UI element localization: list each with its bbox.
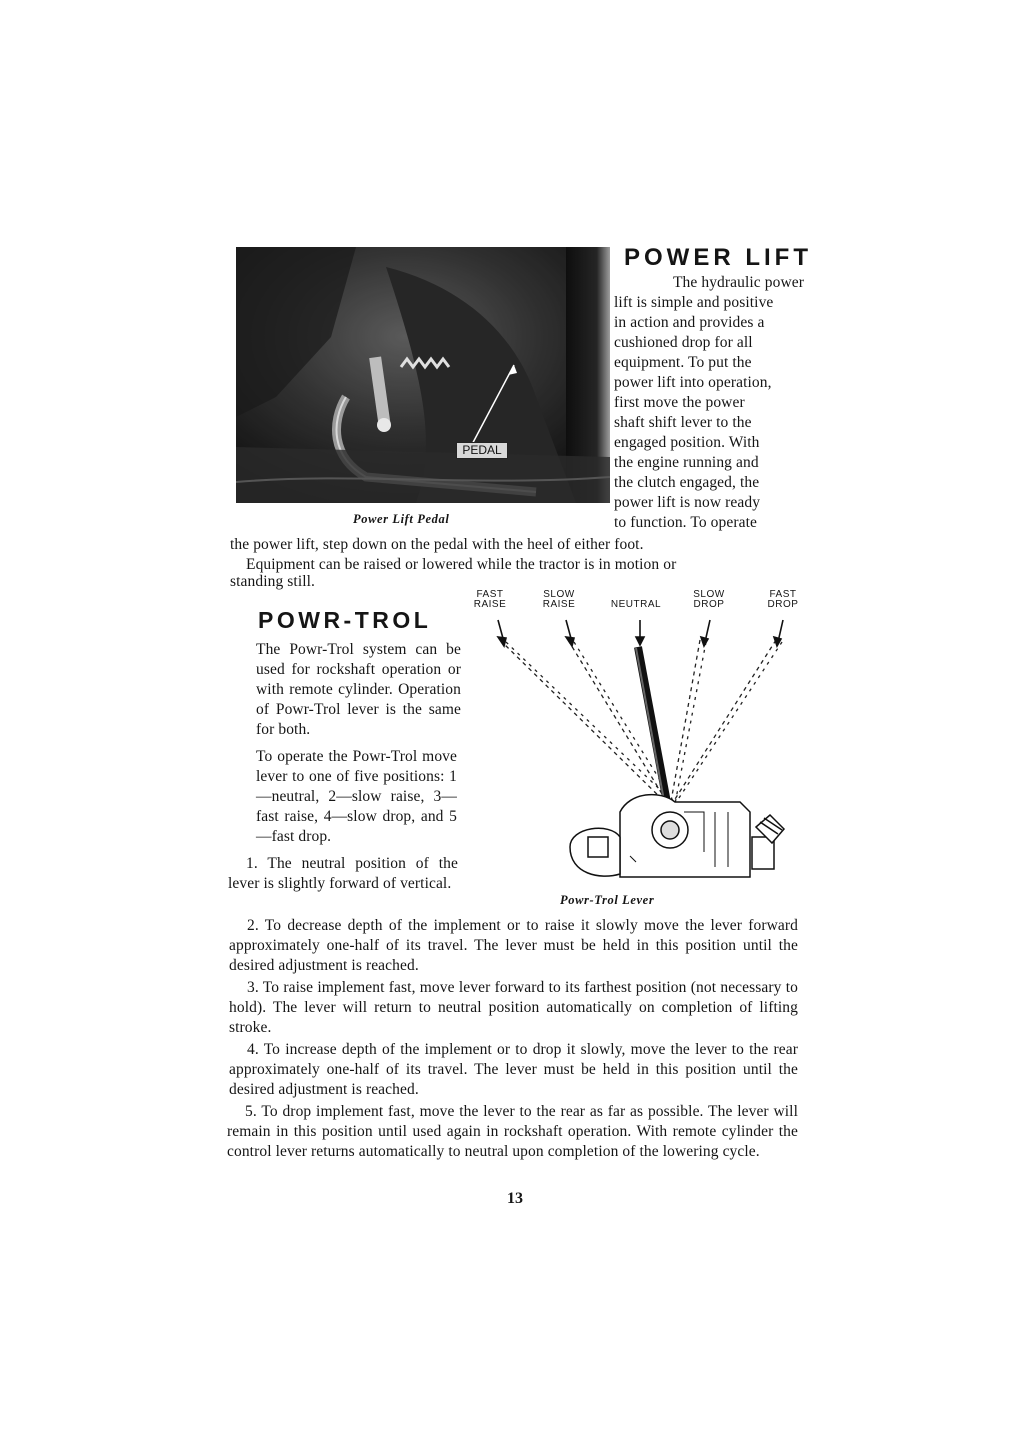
power-lift-text-column bbox=[614, 273, 804, 533]
step-2: 2. To decrease depth of the implement or to raise it slowly move the lever forward approximately one-half of its travel. The lever must be held in this position until the desired adjustment is reached. bbox=[229, 917, 798, 974]
photo-caption: Power Lift Pedal bbox=[353, 512, 450, 526]
text-line: to function. To operate bbox=[614, 514, 757, 531]
powr-trol-para-2: To operate the Powr-Trol move lever to one of five positions: 1—neutral, 2—slow raise, 3—fast raise, 4—slow drop, and 5—fast drop. bbox=[256, 748, 457, 845]
fast-drop-path bbox=[670, 640, 776, 807]
text-line: engaged position. With bbox=[614, 434, 760, 451]
text-line: power lift is now ready bbox=[614, 494, 761, 511]
position-label-line: DROP bbox=[767, 599, 799, 610]
position-label-line: RAISE bbox=[542, 599, 576, 610]
step-4: 4. To increase depth of the implement or to drop it slowly, move the lever to the rear approximately one-half of its travel. The lever must be held in this position until the desired adjustment is reached. bbox=[229, 1041, 798, 1098]
text-line: equipment. To put the bbox=[614, 354, 752, 371]
position-label-fast-drop bbox=[760, 590, 806, 610]
lever-caption: Powr-Trol Lever bbox=[560, 893, 655, 907]
position-label-line: RAISE bbox=[473, 599, 507, 610]
pedal-label: PEDAL bbox=[456, 442, 508, 459]
power-lift-continuation-3: standing still. bbox=[230, 573, 316, 590]
text-line: lift is simple and positive bbox=[614, 294, 774, 311]
slow-drop-path bbox=[670, 640, 700, 807]
step-3: 3. To raise implement fast, move lever forward to its farthest position (not necessary to hold). The lever will return to neutral position automatically on completion of lifting stroke. bbox=[229, 979, 798, 1036]
pedal-photo-drawing bbox=[236, 247, 610, 503]
text-line: power lift into operation, bbox=[614, 374, 772, 391]
text-line: The hydraulic power bbox=[672, 274, 804, 291]
text-line: first move the power bbox=[614, 394, 745, 411]
position-label-line: SLOW bbox=[543, 589, 575, 600]
page-number: 13 bbox=[507, 1190, 523, 1207]
position-label-fast-raise bbox=[468, 590, 512, 610]
text-line: in action and provides a bbox=[614, 314, 765, 331]
powr-trol-para-1: The Powr-Trol system can be used for rockshaft operation or with remote cylinder. Operation of Powr-Trol lever is the same for both. bbox=[256, 641, 461, 738]
text-line: the engine running and bbox=[614, 454, 759, 471]
lever-shaft bbox=[638, 647, 668, 808]
powr-trol-heading: POWR-TROL bbox=[258, 607, 432, 633]
position-label-slow-raise bbox=[535, 590, 583, 610]
position-label-line: DROP bbox=[693, 599, 725, 610]
text-line: the clutch engaged, the bbox=[614, 474, 760, 491]
power-lift-heading: POWER LIFT bbox=[624, 244, 812, 271]
power-lift-continuation-2: Equipment can be raised or lowered while the tractor is in motion or bbox=[246, 556, 677, 573]
position-label-line: FAST bbox=[769, 589, 797, 600]
powr-trol-para-3: 1. The neutral position of the lever is slightly forward of vertical. bbox=[228, 855, 458, 892]
power-lift-continuation-1: the power lift, step down on the pedal with the heel of either foot. bbox=[230, 536, 644, 553]
position-label-line: FAST bbox=[476, 589, 504, 600]
text-line: cushioned drop for all bbox=[614, 334, 753, 351]
position-label-line: NEUTRAL bbox=[610, 599, 662, 610]
position-label-slow-drop bbox=[686, 590, 732, 610]
power-lift-pedal-photo bbox=[236, 247, 610, 503]
position-label-neutral bbox=[600, 590, 672, 610]
position-label-line: SLOW bbox=[693, 589, 725, 600]
step-5: 5. To drop implement fast, move the lever to the rear as far as possible. The lever will remain in this position until used again in rockshaft operation. With remote cylinder the control lever returns automatically to neutral upon completion of the lowering cycle. bbox=[227, 1103, 798, 1160]
powr-trol-lever-diagram bbox=[470, 612, 815, 892]
text-line: shaft shift lever to the bbox=[614, 414, 752, 431]
